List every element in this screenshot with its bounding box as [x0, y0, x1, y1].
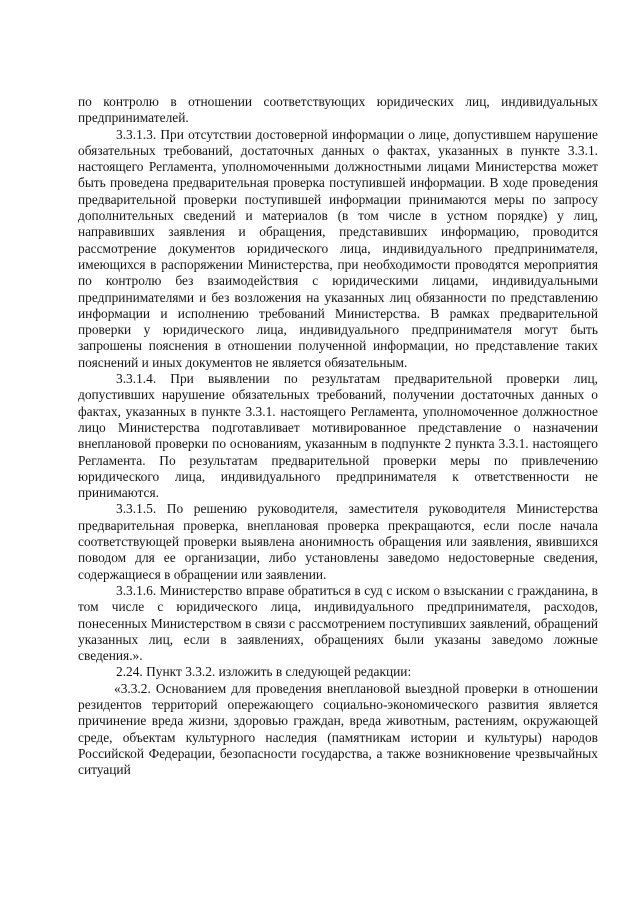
- paragraph-2-24: 2.24. Пункт 3.3.2. изложить в следующей редакции:: [116, 664, 412, 680]
- paragraph-3-3-1-6: 3.3.1.6. Министерство вправе обратиться в суд с иском о взыскании с гражданина, в том числе с юридического лица, индивидуального предпринимателя, расходов, понесенных Министерством в связи с рассмотрением поступивших заявлений, обращений указанных лиц, если в заявлениях, обращениях были указаны заведомо ложные сведения.».: [78, 582, 598, 664]
- paragraph-3-3-1-5: 3.3.1.5. По решению руководителя, заместителя руководителя Министерства предварительная проверка, внеплановая проверка прекращаются, если после начала соответствующей проверки выявлена анонимность обращения или заявления, явившихся поводом для ее организации, либо установлены заведомо недостоверные сведения, содержащиеся в обращении или заявлении.: [78, 501, 598, 582]
- paragraph-continuation: по контролю в отношении соответствующих юридических лиц, индивидуальных предпринимателей.: [78, 94, 598, 126]
- paragraph-3-3-2: «3.3.2. Основанием для проведения внеплановой выездной проверки в отношении резидентов территорий опережающего социально-экономического развития является причинение вреда жизни, здоровью граждан, вреда животным, растениям, окружающей среде, объектам культурного наследия (памятникам истории и культуры) народов Российской Федерации, безопасности государства, а также возникновение чрезвычайных ситуаций: [78, 680, 598, 778]
- document-page: [78, 94, 598, 778]
- paragraph-3-3-1-3: 3.3.1.3. При отсутствии достоверной информации о лице, допустившем нарушение обязательных требований, достаточных данных о фактах, указанных в пункте 3.3.1. настоящего Регламента, уполномоченными должностными лицами Министерства может быть проведена предварительная проверка поступившей информации. В ходе проведения предварительной проверки поступившей информации принимаются меры по запросу дополнительных сведений и материалов (в том числе в устном порядке) у лиц, направивших заявления и обращения, представивших информацию, проводится рассмотрение документов юридического лица, индивидуального предпринимателя, имеющихся в распоряжении Министерства, при необходимости проводятся мероприятия по контролю без взаимодействия с юридическими лицами, индивидуальными предпринимателями и без возложения на указанных лиц обязанности по представлению информации и исполнению требований Министерства. В рамках предварительной проверки у юридического лица, индивидуального предпринимателя могут быть запрошены пояснения в отношении полученной информации, но представление таких пояснений и иных документов не является обязательным.: [78, 126, 598, 370]
- paragraph-3-3-1-4: 3.3.1.4. При выявлении по результатам предварительной проверки лиц, допустивших нарушение обязательных требований, получении достаточных данных о фактах, указанных в пункте 3.3.1. настоящего Регламента, уполномоченное должностное лицо Министерства подготавливает мотивированное представление о назначении внеплановой проверки по основаниям, указанным в подпункте 2 пункта 3.3.1. настоящего Регламента. По результатам предварительной проверки меры по привлечению юридического лица, индивидуального предпринимателя к ответственности не принимаются.: [78, 371, 598, 501]
